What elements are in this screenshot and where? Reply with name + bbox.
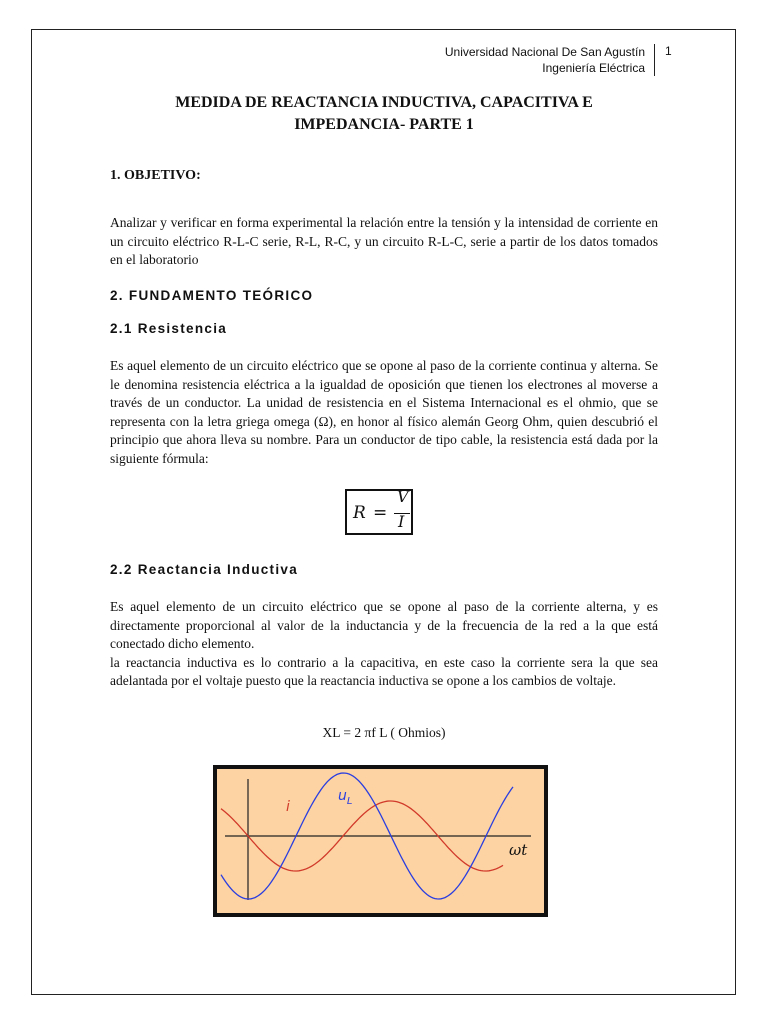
running-header [445, 44, 655, 76]
header-faculty: Ingeniería Eléctrica [542, 61, 645, 75]
resistance-formula [345, 489, 413, 535]
title-line-2: IMPEDANCIA- PARTE 1 [294, 116, 474, 133]
inductive-paragraph [110, 598, 658, 691]
objective-heading: 1. OBJETIVO: [110, 168, 201, 183]
theory-heading: 2. FUNDAMENTO TEÓRICO [110, 288, 314, 303]
title-line-1: MEDIDA DE REACTANCIA INDUCTIVA, CAPACITIVA E [175, 94, 593, 111]
resistance-text: Es aquel elemento de un circuito eléctrico que se opone al paso de la corriente continua y alterna. Se le denomina resistencia eléctrica a la igualdad de oposición que tienen los electrones al moverse a través de un conductor. La unidad de resistencia en el Sistema Internacional es el ohmio, que se representa con la letra griega omega (Ω), en honor al físico alemán Georg Ohm, quien descubrió el principio que ahora lleva su nombre. Para un conductor de tipo cable, la resistencia está dada por la siguiente fórmula: [110, 358, 658, 466]
page-number: 1 [665, 44, 672, 58]
current-label: i [286, 799, 290, 815]
xl-formula: XL = 2 πf L ( Ohmios) [322, 725, 446, 740]
omega-t-label: ωt [509, 841, 528, 859]
voltage-label-main: u [338, 788, 347, 804]
formula-lhs: R [353, 503, 366, 523]
objective-paragraph [110, 214, 658, 270]
inductive-heading: 2.2 Reactancia Inductiva [110, 562, 299, 577]
resistance-paragraph [110, 357, 658, 469]
formula-equals: = [373, 503, 388, 523]
voltage-label-subscript: L [346, 796, 353, 807]
header-university: Universidad Nacional De San Agustín [444, 45, 645, 59]
waveform-graph [213, 765, 548, 917]
graph-background [215, 767, 546, 915]
formula-denominator: I [398, 512, 405, 531]
objective-text: Analizar y verificar en forma experimental la relación entre la tensión y la intensidad de corriente en un circuito eléctrico R-L-C serie, R-L, R-C, y un circuito R-L-C, serie a partir de los datos tomados en el laboratorio [110, 215, 658, 268]
resistance-heading: 2.1 Resistencia [110, 321, 228, 336]
document-title [130, 92, 638, 136]
inductive-text-1: Es aquel elemento de un circuito eléctrico que se opone al paso de la corriente alterna, y es directamente proporcional al valor de la inductancia y de la frecuencia de la red a la que está conectado dicho elemento. [110, 599, 658, 652]
formula-numerator: V [397, 487, 409, 506]
inductive-text-2: la reactancia inductiva es lo contrario a la capacitiva, en este caso la corriente sera la que sea adelantada por el voltaje puesto que la reactancia inductiva se opone a los cambios de voltaje. [110, 654, 658, 689]
